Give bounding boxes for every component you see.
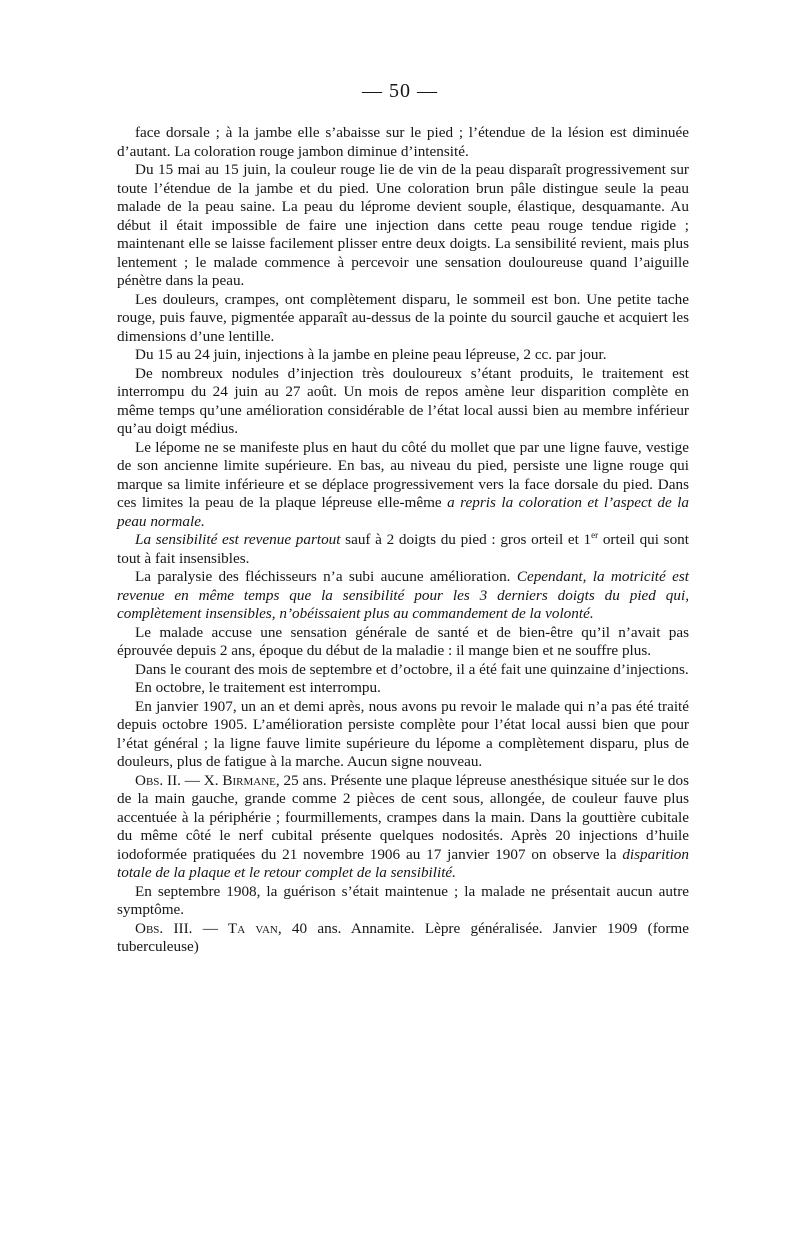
- text-segment: Du 15 mai au 15 juin, la couleur rouge lie de vin de la peau disparaît progressivement sur toute l’étendue de la jambe et du pied. Une coloration brun pâle distingue seule la peau malade de la peau saine. La peau du léprome devient souple, élastique, desquamante. Au début il était impossible de faire une injection dans cette peau rouge tendue rigide ; maintenant elle se laisse facilement plisser entre deux doigts. La sensibilité revient, mais plus lentement ; le malade commence à percevoir une sensation douloureuse quand l’aiguille pénètre dans la peau.: [117, 161, 689, 289]
- text-segment: , 25 ans. Présente une plaque lépreuse anesthésique située sur le dos de la main gauche, grande comme 2 pièces de cent sous, allongée, de couleur fauve plus accentuée à la périphérie ; fourmillements, crampes dans la main. Dans la gouttière cubitale du même côté le nerf cubital présente quelques nodosités. Après 20 injections d’huile iodoformée pratiquées du 21 novembre 1906 au 17 janvier 1907 on observe la: [117, 771, 689, 863]
- text-segment: De nombreux nodules d’injection très douloureux s’étant produits, le traitement est interrompu du 24 juin au 27 août. Un mois de repos amène leur disparition complète en même temps qu’une amélioration considérable de l’état local aussi bien au membre inférieur qu’au doigt médius.: [117, 364, 689, 437]
- paragraph: [117, 161, 689, 291]
- text-segment: Dans le courant des mois de septembre et d’octobre, il a été fait une quinzaine d’injections.: [135, 660, 689, 678]
- text-segment: Le lépome ne se manifeste plus en haut du côté du mollet que par une ligne fauve, vestige de son ancienne limite supérieure. En bas, au niveau du pied, persiste une ligne rouge qui marque sa limite inférieure et se déplace progressivement vers la face dorsale du pied. Dans ces limites la peau de la plaque lépreuse elle-même: [117, 438, 689, 511]
- text-segment: disparition totale de la plaque et le retour complet de la sensibilité.: [117, 845, 689, 881]
- text-segment: Le malade accuse une sensation générale de santé et de bien-être qu’il n’avait pas éprouvée depuis 2 ans, époque du début de la maladie : il mange bien et ne souffre plus.: [117, 623, 689, 659]
- text-segment: En septembre 1908, la guérison s’était maintenue ; la malade ne présentait aucun autre symptôme.: [117, 882, 689, 918]
- paragraph: [117, 624, 689, 661]
- paragraph: [117, 568, 689, 624]
- text-segment: Du 15 au 24 juin, injections à la jambe en pleine peau lépreuse, 2 cc. par jour.: [135, 346, 607, 363]
- paragraph: [117, 291, 689, 347]
- text-segment: orteil qui sont tout à fait insensibles.: [117, 531, 689, 567]
- text-segment: Obs. III. — Ta van: [135, 919, 278, 937]
- page-number: — 50 —: [362, 80, 438, 102]
- superscript: er: [591, 529, 599, 540]
- paragraph: [117, 531, 689, 568]
- body-text: [117, 124, 689, 957]
- paragraph: [117, 883, 689, 920]
- paragraph: [117, 439, 689, 532]
- paragraph: [117, 679, 689, 698]
- text-segment: La sensibilité est revenue partout: [135, 531, 341, 548]
- paragraph: [117, 346, 689, 365]
- paragraph: [117, 661, 689, 680]
- text-segment: Les douleurs, crampes, ont complètement disparu, le sommeil est bon. Une petite tache rouge, puis fauve, pigmentée apparaît au-dessus de la pointe du sourcil gauche et acquiert les dimensions d’une lentille.: [117, 290, 689, 345]
- text-segment: En octobre, le traitement est interrompu.: [135, 679, 381, 696]
- paragraph: [117, 698, 689, 772]
- text-segment: Cependant, la motricité est revenue en même temps que la sensibilité pour les 3 derniers doigts du pied qui, complètement insensibles, n’obéissaient plus au commandement de la volonté.: [117, 568, 689, 622]
- paragraph: [117, 124, 689, 161]
- paragraph: [117, 772, 689, 883]
- paragraph: [117, 365, 689, 439]
- text-segment: sauf à 2 doigts du pied : gros orteil et 1: [340, 531, 592, 548]
- text-segment: , 40 ans. Annamite. Lèpre généralisée. Janvier 1909 (forme tuberculeuse): [117, 919, 689, 955]
- text-segment: Obs. II. — X. Birmane: [135, 771, 276, 789]
- paragraph: [117, 920, 689, 957]
- text-segment: face dorsale ; à la jambe elle s’abaisse sur le pied ; l’étendue de la lésion est diminuée d’autant. La coloration rouge jambon diminue d’intensité.: [117, 124, 689, 160]
- text-segment: La paralysie des fléchisseurs n’a subi aucune amélioration.: [135, 568, 517, 585]
- text-segment: En janvier 1907, un an et demi après, nous avons pu revoir le malade qui n’a pas été traité depuis octobre 1905. L’amélioration persiste complète pour l’état local aussi bien que pour l’état général ; la ligne fauve limite supérieure du lépome a complètement disparu, plus de douleurs, plus de fatigue à la marche. Aucun signe nouveau.: [117, 697, 689, 770]
- text-segment: a repris la coloration et l’aspect de la peau normale.: [117, 494, 690, 530]
